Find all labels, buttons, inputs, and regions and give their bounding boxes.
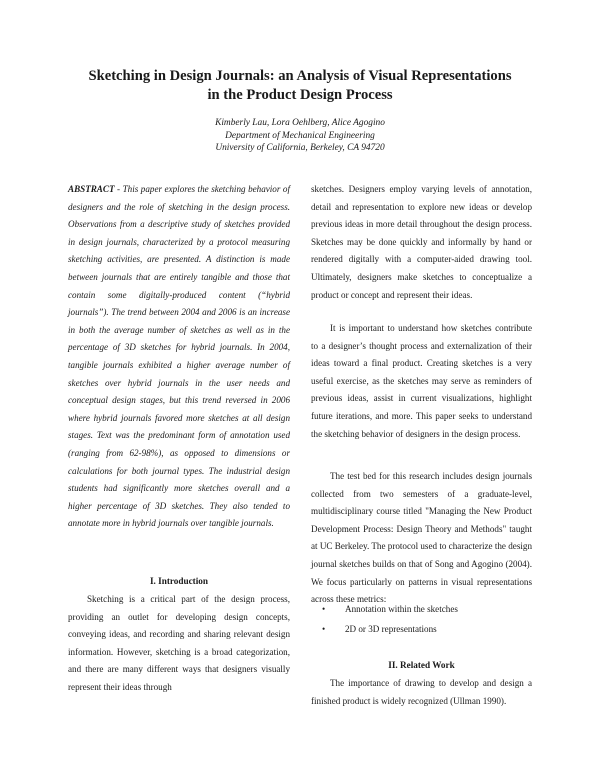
list-item-text: 2D or 3D representations bbox=[345, 624, 437, 634]
author-block bbox=[100, 117, 500, 155]
section-heading-related-work: II. Related Work bbox=[388, 660, 455, 670]
abstract-label: ABSTRACT bbox=[68, 184, 115, 194]
list-item-text: Annotation within the sketches bbox=[345, 604, 458, 614]
paragraph: The test bed for this research includes design journals collected from two semesters of a graduate-level, multidisciplinary course titled "Managing the New Product Development Process: Design Theory and Methods" taught at UC Berkeley. The protocol used to characterize the design journal sketches builds on that of Song and Agogino (2004). We focus particularly on patterns in visual representations across these metrics: bbox=[311, 471, 532, 605]
intro-paragraph: Sketching is a critical part of the design process, providing an outlet for developing design concepts, conveying ideas, and recording and sharing relevant design information. However, sketching is a broad categorization, and there are many different ways that designers visually represent their ideas through bbox=[68, 594, 290, 692]
title-line-1: Sketching in Design Journals: an Analysis of Visual Representations bbox=[88, 68, 512, 84]
abstract-text: - This paper explores the sketching behavior of designers and the role of sketching in the design process. Observations from a descriptive study of sketches provided in design journals, characterized by a protocol measuring sketching activities, are presented. A distinction is made between journals that are entirely tangible and those that contain some digitally-produced content (“hybrid journals”). The trend between 2004 and 2006 is an increase in both the average number of sketches as well as in the percentage of 3D sketches for hybrid journals. In 2004, tangible journals exhibited a higher average number of sketches over hybrid journals in the user needs and conceptual design stages, but this trend reversed in 2006 where hybrid journals favored more sketches at all design stages. Text was the predominant form of annotation used (ranging from 62-98%), as opposed to dimensions or calculations for both journal types. The industrial design students had significantly more sketches overall and a higher percentage of 3D sketches. They also tended to annotate more in hybrid journals over tangible journals. bbox=[68, 184, 290, 529]
right-paragraph-2 bbox=[311, 320, 532, 443]
paragraph: It is important to understand how sketches contribute to a designer’s thought process and externalization of their ideas toward a final product. Creating sketches is a very useful exercise, as the sketches may serve as reminders of previous ideas, assist in current visualizations, highlight future iterations, and more. This paper seeks to understand the sketching behavior of designers in the design process. bbox=[311, 323, 532, 439]
paper-title bbox=[50, 67, 550, 105]
intro-body bbox=[68, 591, 290, 697]
metrics-list bbox=[311, 601, 532, 641]
list-item bbox=[311, 621, 532, 641]
authors: Kimberly Lau, Lora Oehlberg, Alice Agogino bbox=[215, 118, 385, 128]
bullet-icon: • bbox=[322, 624, 326, 634]
list-item bbox=[311, 601, 532, 621]
abstract bbox=[68, 181, 290, 533]
related-paragraph: The importance of drawing to develop and design a finished product is widely recognized (Ullman 1990). bbox=[311, 678, 532, 706]
bullet-icon: • bbox=[322, 604, 326, 614]
right-paragraph-3 bbox=[311, 468, 532, 609]
department: Department of Mechanical Engineering bbox=[225, 130, 375, 141]
section-heading-introduction: I. Introduction bbox=[149, 576, 209, 586]
paragraph: sketches. Designers employ varying levels of annotation, detail and representation to explore new ideas or develop previous ideas in more detail throughout the design process. Sketches may be done quickly and informally by hand or rendered digitally with a computer-aided drawing tool. Ultimately, designers make sketches to conceptualize a product or concept and represent their ideas. bbox=[311, 184, 532, 300]
related-body bbox=[311, 675, 532, 710]
title-line-2: in the Product Design Process bbox=[207, 87, 393, 103]
university: University of California, Berkeley, CA 94720 bbox=[215, 143, 385, 154]
right-paragraph-1 bbox=[311, 181, 532, 304]
